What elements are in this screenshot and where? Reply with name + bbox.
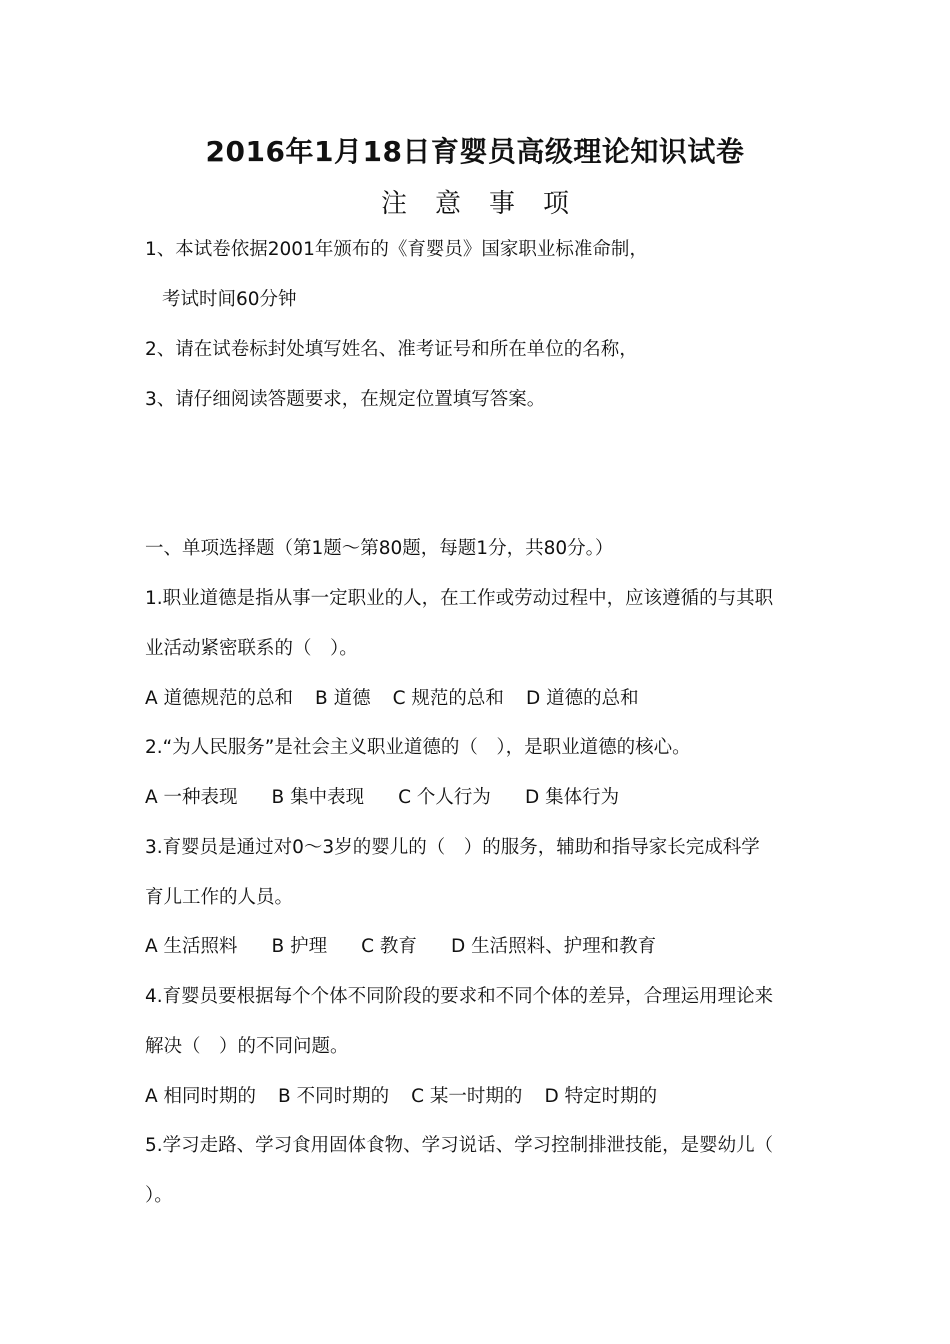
question-5-line-2: ）。 bbox=[145, 1185, 173, 1206]
option-c: C 规范的总和 bbox=[392, 688, 504, 709]
option-d: D 道德的总和 bbox=[525, 688, 639, 709]
option-b: B 道德 bbox=[315, 688, 371, 709]
question-2-line-1: 2.“为人民服务”是社会主义职业道德的（ ），是职业道德的核心。 bbox=[145, 737, 691, 758]
notice-heading: 注意事项 bbox=[380, 189, 597, 219]
section-heading: 一、单项选择题（第1题～第80题，每题1分，共80分。） bbox=[145, 538, 614, 559]
question-4-line-1: 4.育婴员要根据每个个体不同阶段的要求和不同个体的差异，合理运用理论来 bbox=[145, 986, 774, 1007]
option-c: C 某一时期的 bbox=[411, 1086, 523, 1107]
option-a: A 道德规范的总和 bbox=[145, 688, 294, 709]
option-d: D 生活照料、护理和教育 bbox=[450, 936, 657, 957]
question-1-line-1: 1.职业道德是指从事一定职业的人，在工作或劳动过程中，应该遵循的与其职 bbox=[145, 588, 774, 609]
question-1-options bbox=[145, 686, 825, 712]
question-3-line-1: 3.育婴员是通过对0～3岁的婴儿的（ ）的服务，辅助和指导家长完成科学 bbox=[145, 837, 760, 858]
page-title: 2016年1月18日育婴员高级理论知识试卷 bbox=[205, 135, 745, 168]
option-a: A 一种表现 bbox=[145, 787, 238, 808]
question-2-options bbox=[145, 785, 825, 811]
notice-2: 2、请在试卷标封处填写姓名、准考证号和所在单位的名称， bbox=[145, 339, 638, 360]
question-4-options bbox=[145, 1084, 825, 1110]
notice-1: 1、本试卷依据2001年颁布的《育婴员》国家职业标准命制， bbox=[145, 239, 648, 260]
option-a: A 相同时期的 bbox=[145, 1086, 257, 1107]
question-1-line-2: 业活动紧密联系的（ ）。 bbox=[145, 638, 358, 659]
option-a: A 生活照料 bbox=[145, 936, 238, 957]
notice-1-cont: 考试时间60分钟 bbox=[162, 289, 297, 310]
question-5-line-1: 5.学习走路、学习食用固体食物、学习说话、学习控制排泄技能，是婴幼儿（ bbox=[145, 1135, 774, 1156]
option-c: C 个人行为 bbox=[398, 787, 491, 808]
option-b: B 护理 bbox=[271, 936, 328, 957]
option-b: B 集中表现 bbox=[271, 787, 365, 808]
notice-3: 3、请仔细阅读答题要求，在规定位置填写答案。 bbox=[145, 389, 546, 410]
question-4-line-2: 解决（ ）的不同问题。 bbox=[145, 1036, 349, 1057]
option-d: D 集体行为 bbox=[524, 787, 620, 808]
question-3-line-2: 育儿工作的人员。 bbox=[145, 887, 294, 908]
option-c: C 教育 bbox=[361, 936, 417, 957]
question-3-options bbox=[145, 934, 825, 960]
option-b: B 不同时期的 bbox=[278, 1086, 390, 1107]
option-d: D 特定时期的 bbox=[544, 1086, 658, 1107]
